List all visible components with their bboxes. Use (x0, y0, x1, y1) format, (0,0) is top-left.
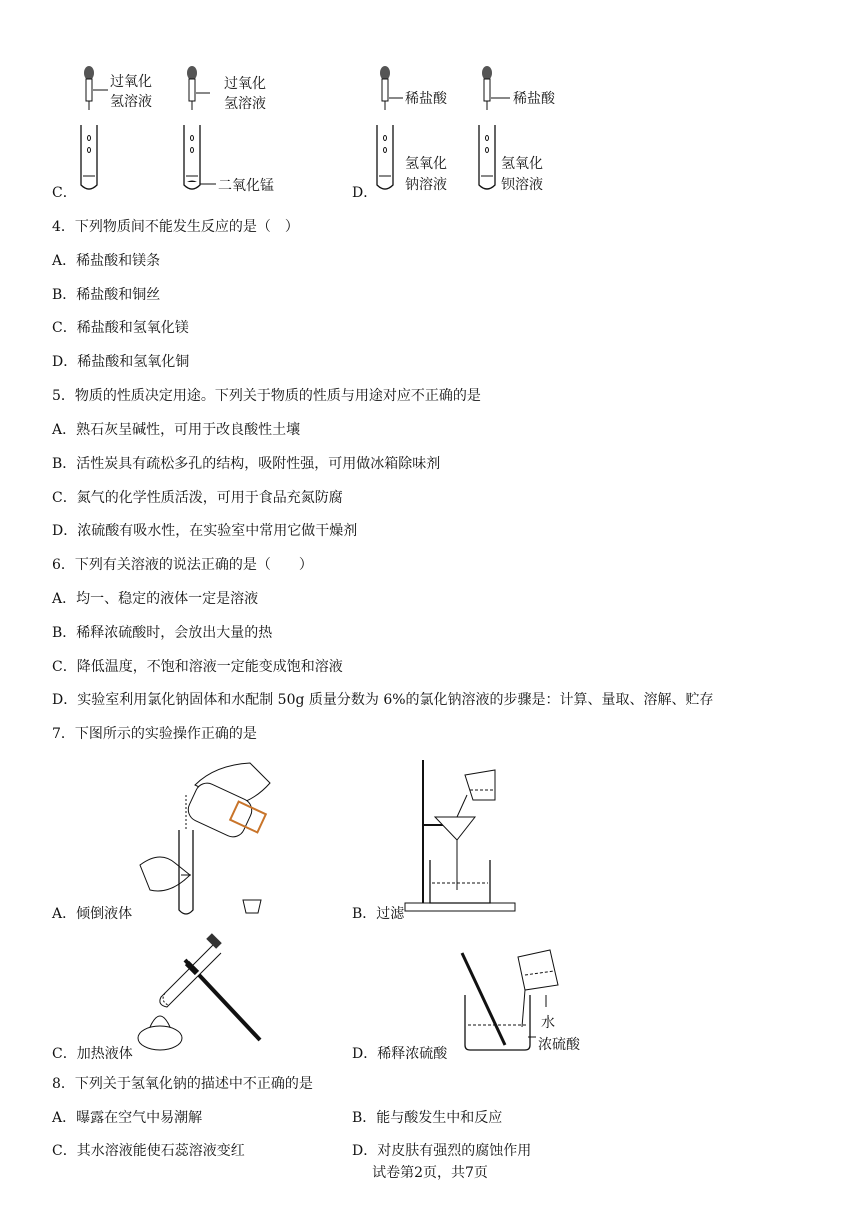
test-tube-2 (184, 125, 200, 189)
c-tube2-reagent-line2: 氢溶液 (224, 96, 266, 112)
question-8-stem: 8．下列关于氢氧化钠的描述中不正确的是 (52, 1076, 313, 1092)
question-8-option-a: A．曝露在空气中易潮解 (52, 1110, 203, 1126)
question-6-option-b: B．稀释浓硫酸时，会放出大量的热 (52, 625, 273, 641)
d-tube1-added-line1: 氢氧化 (405, 156, 447, 172)
question-8-option-c: C．其水溶液能使石蕊溶液变红 (52, 1143, 245, 1159)
d-tube2-added-line2: 钡溶液 (501, 177, 543, 193)
c-tube1-reagent-line1: 过氧化 (110, 74, 152, 90)
question-4-option-c: C．稀盐酸和氢氧化镁 (52, 320, 189, 336)
question-5-option-d: D．浓硫酸有吸水性，在实验室中常用它做干燥剂 (52, 523, 358, 539)
question-8-option-d: D．对皮肤有强烈的腐蚀作用 (352, 1143, 532, 1159)
d-tube2-reagent: 稀盐酸 (513, 91, 555, 107)
question-5-option-b: B．活性炭具有疏松多孔的结构，吸附性强，可用做冰箱除味剂 (52, 456, 441, 472)
question-6-option-c: C．降低温度，不饱和溶液一定能变成饱和溶液 (52, 659, 343, 675)
question-6-option-a: A．均一、稳定的液体一定是溶液 (52, 591, 259, 607)
question-7-stem: 7．下图所示的实验操作正确的是 (52, 726, 257, 742)
d-tube1-added-line2: 钠溶液 (405, 177, 447, 193)
question-5-option-a: A．熟石灰呈碱性，可用于改良酸性土壤 (52, 422, 301, 438)
c-tube2-added: 二氧化锰 (218, 178, 274, 194)
figure-diluting-acid (450, 945, 590, 1060)
option-d-label: D． (352, 185, 378, 201)
figure-d-tubes (370, 60, 630, 200)
question-8-option-b: B．能与酸发生中和反应 (352, 1110, 503, 1126)
question-4-stem: 4．下列物质间不能发生反应的是（ ） (52, 219, 299, 235)
question-5-option-c: C．氮气的化学性质活泼，可用于食品充氮防腐 (52, 490, 343, 506)
page-footer: 试卷第2页，共7页 (372, 1165, 488, 1181)
dropper-3 (380, 66, 390, 110)
question-4-option-a: A．稀盐酸和镁条 (52, 253, 161, 269)
d-tube2-added-line1: 氢氧化 (501, 156, 543, 172)
question-7-option-b: B．过滤 (352, 906, 405, 922)
figure-pouring-liquid (135, 755, 285, 920)
question-6-option-d: D．实验室利用氯化钠固体和水配制 50g 质量分数为 6%的氯化钠溶液的步骤是：计算、量取、溶解、贮存 (52, 692, 714, 708)
dropper-2 (187, 66, 197, 110)
question-5-stem: 5．物质的性质决定用途。下列关于物质的性质与用途对应不正确的是 (52, 388, 481, 404)
dropper-1 (84, 66, 94, 110)
figure-heating-liquid (135, 935, 270, 1060)
option-c-label: C． (52, 185, 77, 201)
test-tube-1 (81, 125, 97, 189)
question-4-option-b: B．稀盐酸和铜丝 (52, 287, 161, 303)
question-6-stem: 6．下列有关溶液的说法正确的是（ ） (52, 557, 313, 573)
figure-filtration (395, 755, 535, 915)
test-tube-3 (377, 125, 393, 189)
d-tube1-reagent: 稀盐酸 (405, 91, 447, 107)
label-water: 水 (541, 1015, 555, 1031)
dropper-4 (482, 66, 492, 110)
question-4-option-d: D．稀盐酸和氢氧化铜 (52, 354, 190, 370)
c-tube2-reagent-line1: 过氧化 (224, 76, 266, 92)
question-7-option-a: A．倾倒液体 (52, 906, 133, 922)
question-7-option-d: D．稀释浓硫酸 (352, 1046, 448, 1062)
c-tube1-reagent-line2: 氢溶液 (110, 94, 152, 110)
label-concentrated-sulfuric-acid: 浓硫酸 (538, 1037, 580, 1053)
test-tube-4 (479, 125, 495, 189)
figure-c-tubes (60, 60, 320, 200)
question-7-option-c: C．加热液体 (52, 1046, 133, 1062)
